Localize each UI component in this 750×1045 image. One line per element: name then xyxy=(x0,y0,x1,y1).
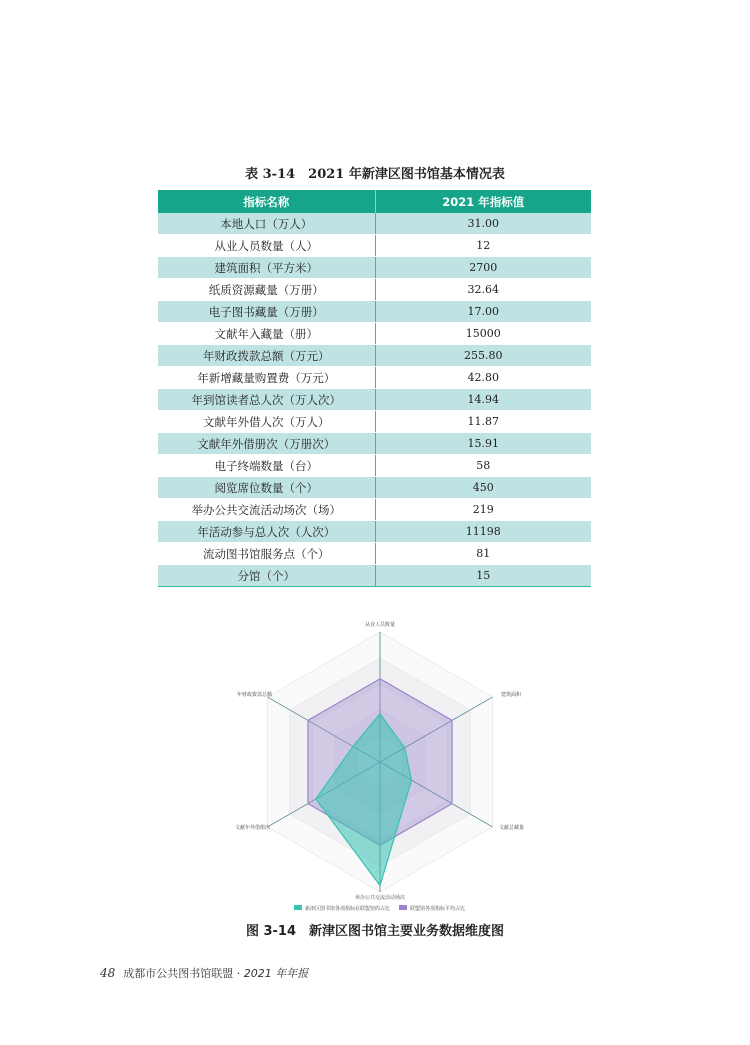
indicator-name-cell: 年财政拨款总额（万元） xyxy=(158,345,375,367)
footer-publication: 成都市公共图书馆联盟 · xyxy=(123,967,244,980)
table-row xyxy=(158,455,591,477)
radar-axis-label: 举办公共交流活动场次 xyxy=(354,895,406,901)
indicator-value-cell: 2700 xyxy=(375,257,591,279)
indicator-name-cell: 年活动参与总人次（人次） xyxy=(158,521,375,543)
indicator-value-cell: 58 xyxy=(375,455,591,477)
table-row xyxy=(158,565,591,587)
indicator-value-cell: 31.00 xyxy=(375,213,591,235)
indicator-value-cell: 11.87 xyxy=(375,411,591,433)
indicator-name-cell: 建筑面积（平方米） xyxy=(158,257,375,279)
indicator-value-cell: 17.00 xyxy=(375,301,591,323)
page-footer xyxy=(100,965,308,981)
radar-chart xyxy=(210,612,550,917)
legend-swatch xyxy=(294,905,302,910)
radar-axis-label: 年财政拨款总额 xyxy=(236,692,272,698)
indicator-value-cell: 15 xyxy=(375,565,591,587)
indicator-value-cell: 219 xyxy=(375,499,591,521)
indicator-name-cell: 本地人口（万人） xyxy=(158,213,375,235)
indicator-name-cell: 年新增藏量购置费（万元） xyxy=(158,367,375,389)
table-row xyxy=(158,367,591,389)
table-row xyxy=(158,433,591,455)
table-row xyxy=(158,213,591,235)
table-row xyxy=(158,499,591,521)
table-row xyxy=(158,301,591,323)
indicator-name-cell: 文献年外借人次（万人） xyxy=(158,411,375,433)
indicator-name-cell: 分馆（个） xyxy=(158,565,375,587)
table-row xyxy=(158,257,591,279)
indicator-value-cell: 14.94 xyxy=(375,389,591,411)
page-number: 48 xyxy=(100,966,116,980)
radar-axis-label: 建筑面积 xyxy=(501,692,522,698)
indicator-name-cell: 举办公共交流活动场次（场） xyxy=(158,499,375,521)
legend-label: 联盟馆各项指标平均占比 xyxy=(410,906,466,912)
radar-axis-label: 文献年外借册次 xyxy=(234,825,270,831)
indicator-value-cell: 15.91 xyxy=(375,433,591,455)
indicator-value-cell: 32.64 xyxy=(375,279,591,301)
table-row xyxy=(158,345,591,367)
indicator-name-cell: 阅览席位数量（个） xyxy=(158,477,375,499)
indicator-value-cell: 11198 xyxy=(375,521,591,543)
indicator-name-cell: 文献年外借册次（万册次） xyxy=(158,433,375,455)
indicator-name-cell: 从业人员数量（人） xyxy=(158,235,375,257)
basic-info-table xyxy=(158,190,591,587)
radar-axis-label: 从业人员数量 xyxy=(364,622,396,628)
table-row xyxy=(158,477,591,499)
indicator-name-cell: 文献年入藏量（册） xyxy=(158,323,375,345)
table-row xyxy=(158,521,591,543)
indicator-value-cell: 255.80 xyxy=(375,345,591,367)
radar-axis-label: 文献总藏量 xyxy=(499,825,525,831)
column-header-value: 2021 年指标值 xyxy=(375,190,591,213)
legend-swatch xyxy=(399,905,407,910)
column-header-name: 指标名称 xyxy=(158,190,375,213)
table-row xyxy=(158,279,591,301)
indicator-name-cell: 电子图书藏量（万册） xyxy=(158,301,375,323)
table-row xyxy=(158,543,591,565)
indicator-name-cell: 年到馆读者总人次（万人次） xyxy=(158,389,375,411)
indicator-value-cell: 12 xyxy=(375,235,591,257)
table-title: 表 3-14 2021 年新津区图书馆基本情况表 xyxy=(245,167,505,182)
figure-caption: 图 3-14 新津区图书馆主要业务数据维度图 xyxy=(245,924,505,939)
legend-label: 新津区图书馆各项指标在联盟馆的占比 xyxy=(305,906,391,912)
table-row xyxy=(158,323,591,345)
table-row xyxy=(158,411,591,433)
table-row xyxy=(158,235,591,257)
indicator-value-cell: 450 xyxy=(375,477,591,499)
indicator-name-cell: 流动图书馆服务点（个） xyxy=(158,543,375,565)
data-table-container xyxy=(158,190,591,587)
indicator-name-cell: 电子终端数量（台） xyxy=(158,455,375,477)
indicator-value-cell: 15000 xyxy=(375,323,591,345)
table-header-row xyxy=(158,190,591,213)
indicator-name-cell: 纸质资源藏量（万册） xyxy=(158,279,375,301)
indicator-value-cell: 81 xyxy=(375,543,591,565)
table-row xyxy=(158,389,591,411)
footer-year: 2021 年年报 xyxy=(243,967,309,980)
indicator-value-cell: 42.80 xyxy=(375,367,591,389)
